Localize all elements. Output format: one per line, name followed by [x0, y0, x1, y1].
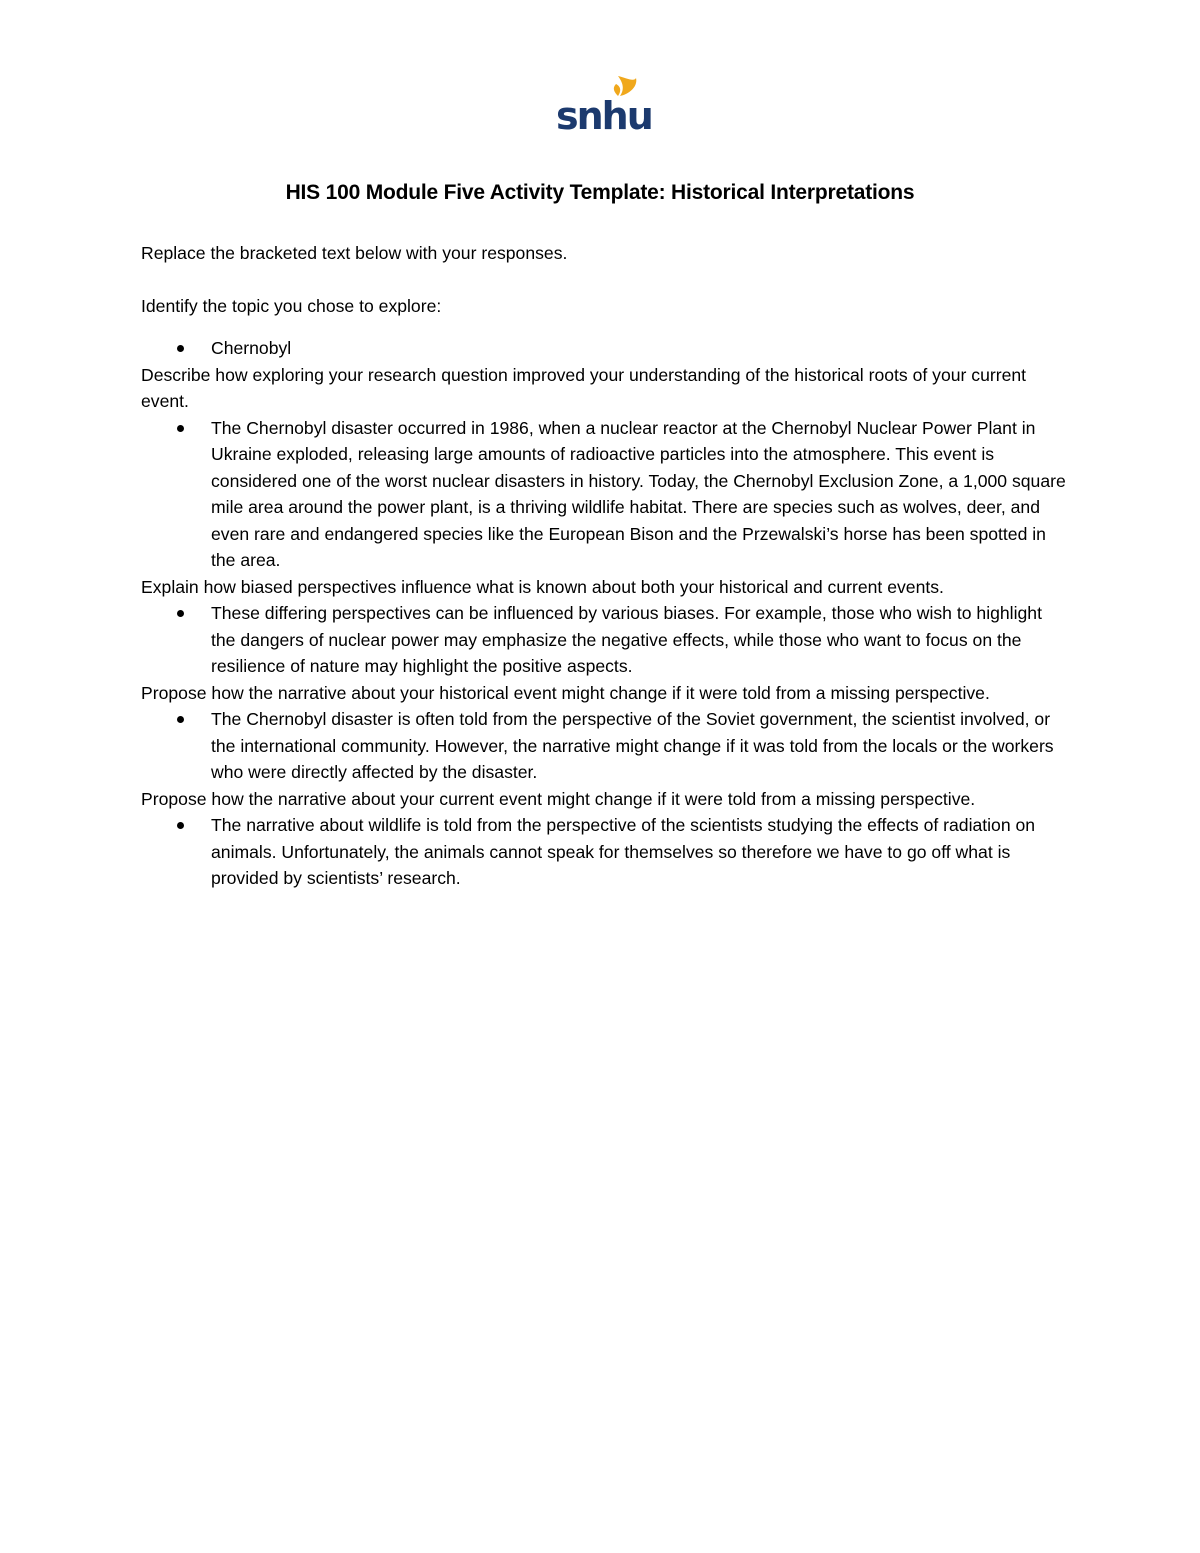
section-prompt: Identify the topic you chose to explore:	[141, 295, 442, 316]
response-text: Chernobyl	[211, 338, 292, 358]
response-item	[141, 812, 1071, 892]
response-text: These differing perspectives can be influenced by various biases. For example, those who wish to highlight the dangers of nuclear power may emphasize the negative effects, while those who want to focus on the resilience of nature may highlight the positive aspects.	[211, 603, 1042, 676]
flame-icon	[618, 76, 636, 96]
bullet-icon	[177, 716, 184, 723]
response-item	[141, 415, 1071, 574]
bullet-icon	[177, 345, 184, 352]
section-prompt: Explain how biased perspectives influence what is known about both your historical and current events.	[141, 576, 944, 597]
instruction-text: Replace the bracketed text below with your responses.	[141, 243, 568, 263]
response-list	[141, 415, 1071, 574]
response-item	[141, 600, 1071, 680]
section-prompt: Propose how the narrative about your current event might change if it were told from a missing perspective.	[141, 788, 976, 809]
logo-wordmark: snhu	[556, 94, 652, 138]
response-item	[141, 706, 1071, 786]
snhu-logo	[554, 74, 652, 138]
response-list	[141, 600, 1071, 680]
bullet-icon	[177, 822, 184, 829]
document-title: HIS 100 Module Five Activity Template: Historical Interpretations	[285, 181, 915, 204]
response-list	[141, 812, 1071, 892]
section-prompt: Describe how exploring your research question improved your understanding of the historical roots of your current event.	[141, 364, 1027, 411]
response-text: The Chernobyl disaster is often told from the perspective of the Soviet government, the scientist involved, or the international community. However, the narrative might change if it was told from the locals or the workers who were directly affected by the disaster.	[211, 709, 1054, 782]
document-body	[141, 240, 1071, 892]
bullet-icon	[177, 425, 184, 432]
response-list	[141, 706, 1071, 786]
response-text: The Chernobyl disaster occurred in 1986, when a nuclear reactor at the Chernobyl Nuclear Power Plant in Ukraine exploded, releasing large amounts of radioactive particles into the atmosphere. This event is considered one of the worst nuclear disasters in history. Today, the Chernobyl Exclusion Zone, a 1,000 square mile area around the power plant, is a thriving wildlife habitat. There are species such as wolves, deer, and even rare and endangered species like the European Bison and the Przewalski’s horse has been spotted in the area.	[211, 417, 1066, 570]
bullet-icon	[177, 610, 184, 617]
response-list	[141, 335, 1071, 362]
section-prompt: Propose how the narrative about your historical event might change if it were told from a missing perspective.	[141, 682, 990, 703]
response-item	[141, 335, 1071, 362]
response-text: The narrative about wildlife is told from the perspective of the scientists studying the effects of radiation on animals. Unfortunately, the animals cannot speak for themselves so therefore we have to go off what is provided by scientists’ research.	[211, 815, 1036, 888]
